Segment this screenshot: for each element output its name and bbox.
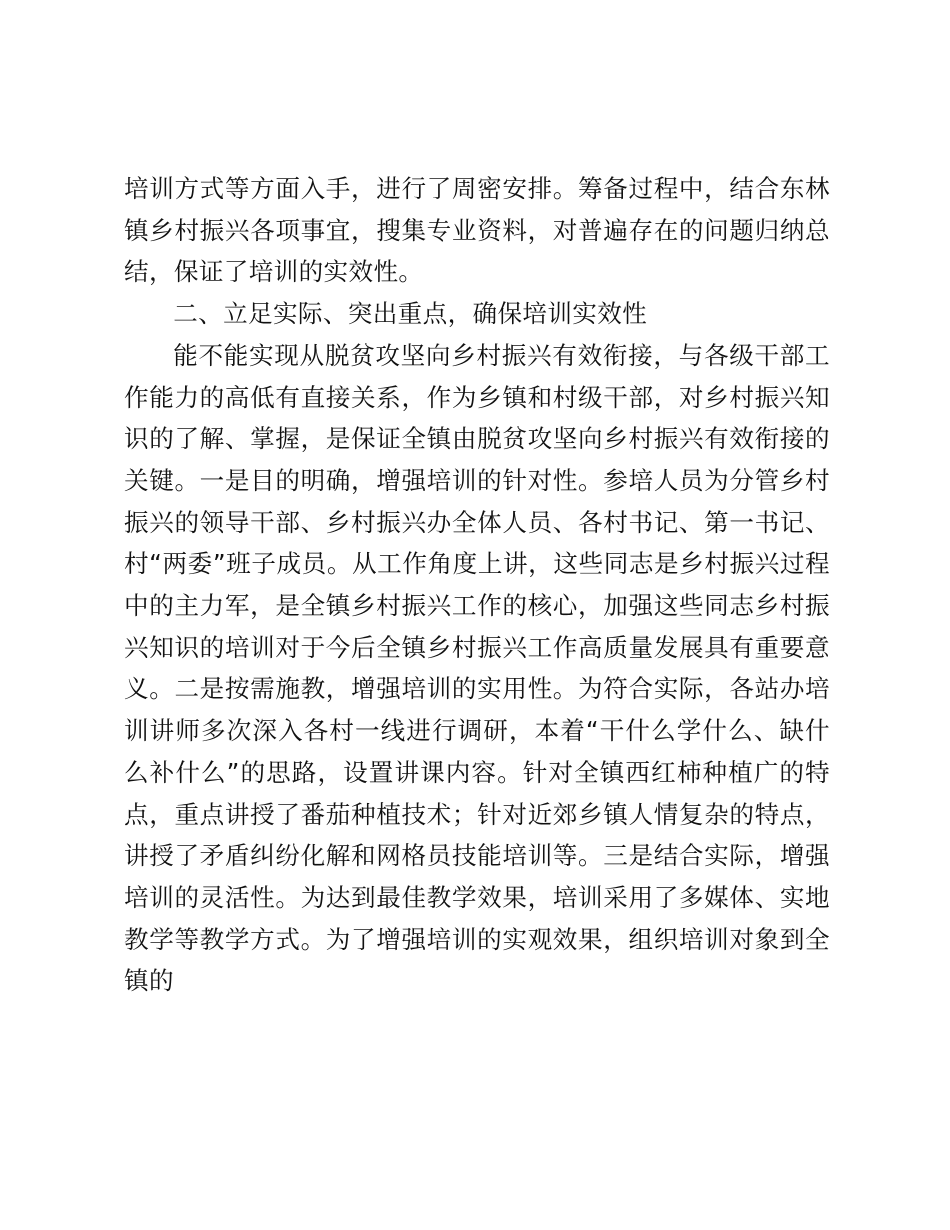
section-heading: 二、立足实际、突出重点，确保培训实效性 xyxy=(173,299,648,329)
paragraph-body: 能不能实现从脱贫攻坚向乡村振兴有效衔接，与各级干部工作能力的高低有直接关系，作为乡镇和村级干部，对乡村振兴知识的了解、掌握，是保证全镇由脱贫攻坚向乡村振兴有效衔接的关键。一是目的明确，增强培训的针对性。参培人员为分管乡村振兴的领导干部、乡村振兴办全体人员、各村书记、第一书记、村“两委”班子成员。从工作角度上讲，这些同志是乡村振兴过程中的主力军，是全镇乡村振兴工作的核心，加强这些同志乡村振兴知识的培训对于今后全镇乡村振兴工作高质量发展具有重要意义。二是按需施教，增强培训的实用性。为符合实际，各站办培训讲师多次深入各村一线进行调研，本着“干什么学什么、缺什么补什么”的思路，设置讲课内容。针对全镇西红柿种植广的特点，重点讲授了番茄种植技术；针对近郊乡镇人情复杂的特点，讲授了矛盾纠纷化解和网格员技能培训等。三是结合实际，增强培训的灵活性。为达到最佳教学效果，培训采用了多媒体、实地教学等教学方式。为了增强培训的实观效果，组织培训对象到全镇的 xyxy=(124,340,830,996)
document-body xyxy=(124,168,830,1002)
paragraph-continuation: 培训方式等方面入手，进行了周密安排。筹备过程中，结合东林镇乡村振兴各项事宜，搜集专业资料，对普遍存在的问题归纳总结，保证了培训的实效性。 xyxy=(124,174,830,287)
